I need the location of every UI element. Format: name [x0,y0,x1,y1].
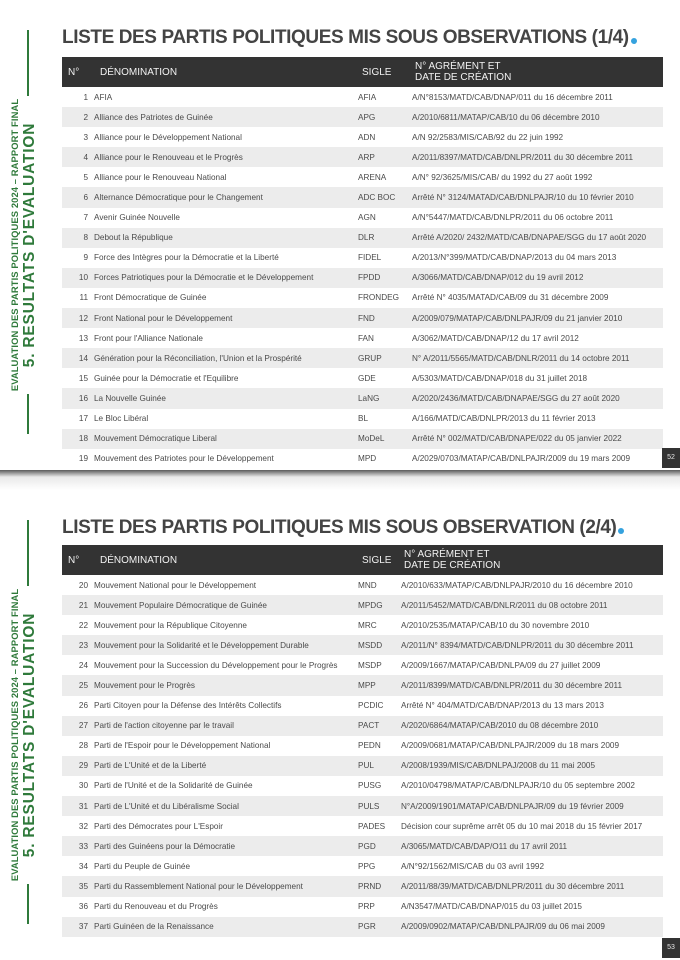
table-row [62,575,663,595]
row-denomination: Front Démocratique de Guinée [94,293,207,303]
table-body [62,87,663,469]
row-num: 6 [83,193,88,203]
row-agrement: A/2009/0681/MATAP/CAB/DNLPAJR/2009 du 18 mars 2009 [401,741,619,751]
table-row [62,736,663,756]
table-row [62,107,663,127]
row-agrement: A/5303/MATD/CAB/DNAP/018 du 31 juillet 2018 [412,373,588,383]
row-sigle: PGR [358,922,376,932]
row-agrement: A/2011/N° 8394/MATD/CAB/DNLPR/2011 du 30 décembre 2011 [401,640,634,650]
row-sigle: PULS [358,801,380,811]
row-num: 29 [78,761,88,771]
row-agrement: A/2011/8399/MATD/CAB/DNLPR/2011 du 30 décembre 2011 [401,681,623,691]
row-denomination: Génération pour la Réconciliation, l'Union et la Prospérité [94,353,302,363]
row-sigle: MSDP [358,660,382,670]
row-num: 35 [78,881,88,891]
row-sigle: PUL [358,761,374,771]
table-row [62,675,663,695]
report-subtitle: EVALUATION DES PARTIS POLITIQUES 2024 – RAPPORT FINAL [9,588,20,882]
side-label-text [9,99,39,391]
side-divider-top [27,30,29,96]
row-num: 14 [78,353,88,363]
row-agrement: A/2010/2535/MATAP/CAB/10 du 30 novembre 2010 [401,620,590,630]
section-title: 5. RESULTATS D'EVALUATION [21,122,38,368]
row-agrement: A/N 92/2583/MIS/CAB/92 du 22 juin 1992 [412,132,564,142]
row-sigle: GRUP [358,353,382,363]
side-label-text [9,589,39,881]
table-row [62,776,663,796]
row-sigle: LaNG [358,393,380,403]
table-row [62,348,663,368]
title-dot-icon [618,528,624,534]
row-denomination: Parti des Démocrates pour L'Espoir [94,821,223,831]
table-row [62,87,663,107]
row-num: 11 [79,293,88,303]
row-agrement: A/2009/0902/MATAP/CAB/DNLPAJR/09 du 06 mai 2009 [401,922,605,932]
row-sigle: MoDeL [358,434,385,444]
row-denomination: Guinée pour la Démocratie et l'Equilibre [94,373,239,383]
row-agrement: A/N°5447/MATD/CAB/DNLPR/2011 du 06 octobre 2011 [412,213,614,223]
table-row [62,635,663,655]
row-num: 16 [78,393,88,403]
table-row [62,836,663,856]
title-dot-icon [631,38,637,44]
row-denomination: Parti de l'Unité et de la Solidarité de Guinée [94,781,253,791]
row-agrement: A/2009/1667/MATAP/CAB/DNLPA/09 du 27 juillet 2009 [401,660,601,670]
row-agrement: A/2010/6811/MATAP/CAB/10 du 06 décembre 2010 [412,112,600,122]
row-num: 37 [78,922,88,932]
row-num: 4 [83,152,88,162]
row-denomination: Parti de l'action citoyenne par le travail [94,721,234,731]
header-num: N° [68,554,80,566]
row-denomination: Front National pour le Développement [94,313,233,323]
row-num: 9 [83,253,88,263]
side-divider-top [27,520,29,586]
row-sigle: FRONDEG [358,293,399,303]
header-denomination: DÉNOMINATION [100,554,178,566]
row-agrement: A/2011/8397/MATD/CAB/DNLPR/2011 du 30 décembre 2011 [412,152,634,162]
table-row [62,288,663,308]
row-num: 1 [83,92,88,102]
row-sigle: PRP [358,902,375,912]
header-agrement-line2: DATE DE CRÉATION [404,560,501,571]
row-sigle: GDE [358,373,376,383]
row-agrement: A/2029/0703/MATAP/CAB/DNLPAJR/2009 du 19 mars 2009 [412,454,630,464]
row-denomination: Le Bloc Libéral [94,414,149,424]
parties-table [62,57,663,469]
row-sigle: FAN [358,333,374,343]
header-sigle: SIGLE [362,554,392,566]
row-agrement: A/3065/MATD/CAB/DAP/O11 du 17 avril 2011 [401,841,568,851]
section-title: 5. RESULTATS D'EVALUATION [21,612,38,858]
table-row [62,856,663,876]
row-denomination: Parti du Peuple de Guinée [94,861,191,871]
table-row [62,716,663,736]
side-divider-bottom [27,394,29,434]
row-sigle: DLR [358,233,375,243]
table-row [62,696,663,716]
row-agrement: Arrêté N° 002/MATD/CAB/DNAPE/022 du 05 janvier 2022 [412,434,622,444]
row-num: 10 [78,273,88,283]
header-num: N° [68,66,80,78]
table-row [62,429,663,449]
table-row [62,208,663,228]
row-num: 12 [78,313,88,323]
row-agrement: Arrêté N° 404/MATD/CAB/DNAP/2013 du 13 mars 2013 [401,701,604,711]
row-denomination: Alliance pour le Renouveau National [94,172,227,182]
row-agrement: A/3062/MATD/CAB/DNAP/12 du 17 avril 2012 [412,333,579,343]
row-agrement: A/2010/633/MATAP/CAB/DNLPAJR/2010 du 16 décembre 2010 [401,580,633,590]
row-sigle: MSDD [358,640,383,650]
row-denomination: Mouvement pour la Succession du Développement pour le Progrès [94,660,338,670]
row-num: 2 [83,112,88,122]
table-row [62,368,663,388]
row-num: 30 [78,781,88,791]
row-num: 5 [83,172,88,182]
parties-table [62,545,663,937]
row-denomination: Alternance Démocratique pour le Changement [94,193,263,203]
row-denomination: Mouvement pour le Progrès [94,681,196,691]
row-sigle: PCDIC [358,701,384,711]
table-row [62,595,663,615]
table-row [62,615,663,635]
row-denomination: Parti du Rassemblement National pour le Développement [94,881,303,891]
header-sigle: SIGLE [362,66,392,78]
row-num: 7 [83,213,88,223]
header-agrement-line2: DATE DE CRÉATION [415,72,512,83]
row-num: 33 [78,841,88,851]
row-num: 32 [78,821,88,831]
side-divider-bottom [27,884,29,924]
table-row [62,187,663,207]
row-sigle: FND [358,313,375,323]
row-sigle: AFIA [358,92,377,102]
row-agrement: A/166/MATD/CAB/DNLPR/2013 du 11 février 2013 [412,414,596,424]
row-sigle: PRND [358,881,382,891]
row-sigle: ARENA [358,172,387,182]
table-row [62,449,663,469]
row-agrement: Décision cour suprême arrêt 05 du 10 mai 2018 du 15 février 2017 [401,821,643,831]
row-num: 24 [78,660,88,670]
row-num: 34 [78,861,88,871]
row-num: 26 [78,701,88,711]
table-row [62,127,663,147]
row-sigle: AGN [358,213,376,223]
row-agrement: Arrêté N° 4035/MATAD/CAB/09 du 31 décembre 2009 [412,293,609,303]
side-label [0,0,50,470]
row-denomination: Alliance pour le Renouveau et le Progrès [94,152,243,162]
row-num: 22 [78,620,88,630]
row-num: 18 [78,434,88,444]
row-sigle: PPG [358,861,376,871]
row-num: 8 [83,233,88,243]
row-agrement: A/N3547/MATD/CAB/DNAP/015 du 03 juillet 2015 [401,902,582,912]
table-header-row [62,57,663,87]
row-sigle: FIDEL [358,253,382,263]
row-agrement: A/2013/N°399/MATD/CAB/DNAP/2013 du 04 mars 2013 [412,253,617,263]
table-row [62,655,663,675]
row-agrement: Arrêté N° 3124/MATAD/CAB/DNLPAJR/10 du 10 février 2010 [412,193,634,203]
header-agrement [398,545,663,575]
row-denomination: AFIA [94,92,113,102]
page-number: 53 [662,938,680,958]
header-agrement-line1: N° AGRÉMENT ET [415,61,501,72]
row-sigle: MRC [358,620,377,630]
row-sigle: PEDN [358,741,381,751]
page-title [62,27,637,49]
header-agrement-line1: N° AGRÉMENT ET [404,549,490,560]
row-denomination: La Nouvelle Guinée [94,393,166,403]
table-row [62,147,663,167]
table-row [62,917,663,937]
row-denomination: Alliance des Patriotes de Guinée [94,112,213,122]
row-denomination: Parti du Renouveau et du Progrès [94,902,218,912]
table-row [62,388,663,408]
table-row [62,816,663,836]
row-num: 13 [78,333,88,343]
row-agrement: A/N°92/1562/MIS/CAB du 03 avril 1992 [401,861,544,871]
page-title-text: LISTE DES PARTIS POLITIQUES MIS SOUS OBSERVATION (2/4) [62,517,617,538]
row-denomination: Parti Guinéen de la Renaissance [94,922,214,932]
row-sigle: FPDD [358,273,381,283]
row-agrement: A/N°8153/MATD/CAB/DNAP/011 du 16 décembre 2011 [412,92,613,102]
report-page-53 [0,490,680,960]
row-sigle: ADN [358,132,376,142]
table-row [62,897,663,917]
row-num: 15 [78,373,88,383]
row-sigle: PGD [358,841,376,851]
row-sigle: MPD [358,454,377,464]
table-row [62,248,663,268]
row-num: 19 [78,454,88,464]
table-row [62,756,663,776]
row-num: 28 [78,741,88,751]
header-denomination: DÉNOMINATION [100,66,178,78]
row-agrement: A/2010/04798/MATAP/CAB/DNLPAJR/10 du 05 septembre 2002 [401,781,635,791]
table-row [62,409,663,429]
page-title-text: LISTE DES PARTIS POLITIQUES MIS SOUS OBSERVATIONS (1/4) [62,27,629,48]
row-agrement: A/2009/079/MATAP/CAB/DNLPAJR/09 du 21 janvier 2010 [412,313,623,323]
row-denomination: Debout la République [94,233,173,243]
row-sigle: PADES [358,821,386,831]
table-row [62,796,663,816]
report-subtitle: EVALUATION DES PARTIS POLITIQUES 2024 – RAPPORT FINAL [9,98,20,392]
table-row [62,328,663,348]
row-agrement: A/3066/MATD/CAB/DNAP/012 du 19 avril 2012 [412,273,584,283]
header-agrement [409,57,663,87]
row-denomination: Front pour l'Alliance Nationale [94,333,203,343]
row-denomination: Mouvement des Patriotes pour le Développement [94,454,274,464]
table-row [62,228,663,248]
row-denomination: Parti de L'Unité et du Libéralisme Social [94,801,239,811]
row-denomination: Parti de L'Unité et de la Liberté [94,761,207,771]
row-denomination: Parti des Guinéens pour la Démocratie [94,841,236,851]
row-denomination: Mouvement National pour le Développement [94,580,257,590]
row-denomination: Force des Intègres pour la Démocratie et la Liberté [94,253,279,263]
row-sigle: MPP [358,681,376,691]
row-agrement: A/2008/1939/MIS/CAB/DNLPAJ/2008 du 11 mai 2005 [401,761,596,771]
row-agrement: A/2020/2436/MATD/CAB/DNAPAE/SGG du 27 août 2020 [412,393,620,403]
row-denomination: Avenir Guinée Nouvelle [94,213,180,223]
row-agrement: N° A/2011/5565/MATD/CAB/DNLR/2011 du 14 octobre 2011 [412,353,630,363]
row-sigle: MPDG [358,600,383,610]
table-body [62,575,663,937]
row-sigle: APG [358,112,376,122]
row-num: 36 [78,902,88,912]
page-title [62,517,624,539]
row-denomination: Mouvement Démocratique Liberal [94,434,217,444]
row-agrement: A/N° 92/3625/MIS/CAB/ du 1992 du 27 août 1992 [412,172,593,182]
row-sigle: MND [358,580,377,590]
row-sigle: PACT [358,721,380,731]
page-number: 52 [662,448,680,468]
row-denomination: Parti Citoyen pour la Défense des Intérêts Collectifs [94,701,282,711]
row-agrement: N°A/2009/1901/MATAP/CAB/DNLPAJR/09 du 19 février 2009 [401,801,624,811]
row-sigle: ARP [358,152,375,162]
table-row [62,876,663,896]
row-num: 27 [78,721,88,731]
row-denomination: Parti de l'Espoir pour le Développement National [94,741,271,751]
page-separator [0,470,680,490]
row-sigle: ADC BOC [358,193,396,203]
row-denomination: Alliance pour le Développement National [94,132,242,142]
row-num: 21 [78,600,88,610]
table-row [62,167,663,187]
row-num: 20 [78,580,88,590]
row-num: 23 [78,640,88,650]
row-sigle: PUSG [358,781,382,791]
row-denomination: Mouvement Populaire Démocratique de Guinée [94,600,267,610]
row-num: 31 [78,801,88,811]
row-denomination: Mouvement pour la Solidarité et le Développement Durable [94,640,309,650]
row-num: 25 [78,681,88,691]
side-label [0,490,50,960]
row-agrement: A/2011/5452/MATD/CAB/DNLR/2011 du 08 octobre 2011 [401,600,608,610]
row-num: 17 [78,414,88,424]
row-denomination: Forces Patriotiques pour la Démocratie et le Développement [94,273,314,283]
row-num: 3 [83,132,88,142]
table-row [62,268,663,288]
row-sigle: BL [358,414,369,424]
row-denomination: Mouvement pour la République Citoyenne [94,620,247,630]
table-row [62,308,663,328]
report-page-52 [0,0,680,470]
table-header-row [62,545,663,575]
row-agrement: A/2011/88/39/MATD/CAB/DNLPR/2011 du 30 décembre 2011 [401,881,625,891]
row-agrement: A/2020/6864/MATAP/CAB/2010 du 08 décembre 2010 [401,721,599,731]
row-agrement: Arrêté A/2020/ 2432/MATD/CAB/DNAPAE/SGG du 17 août 2020 [412,233,647,243]
